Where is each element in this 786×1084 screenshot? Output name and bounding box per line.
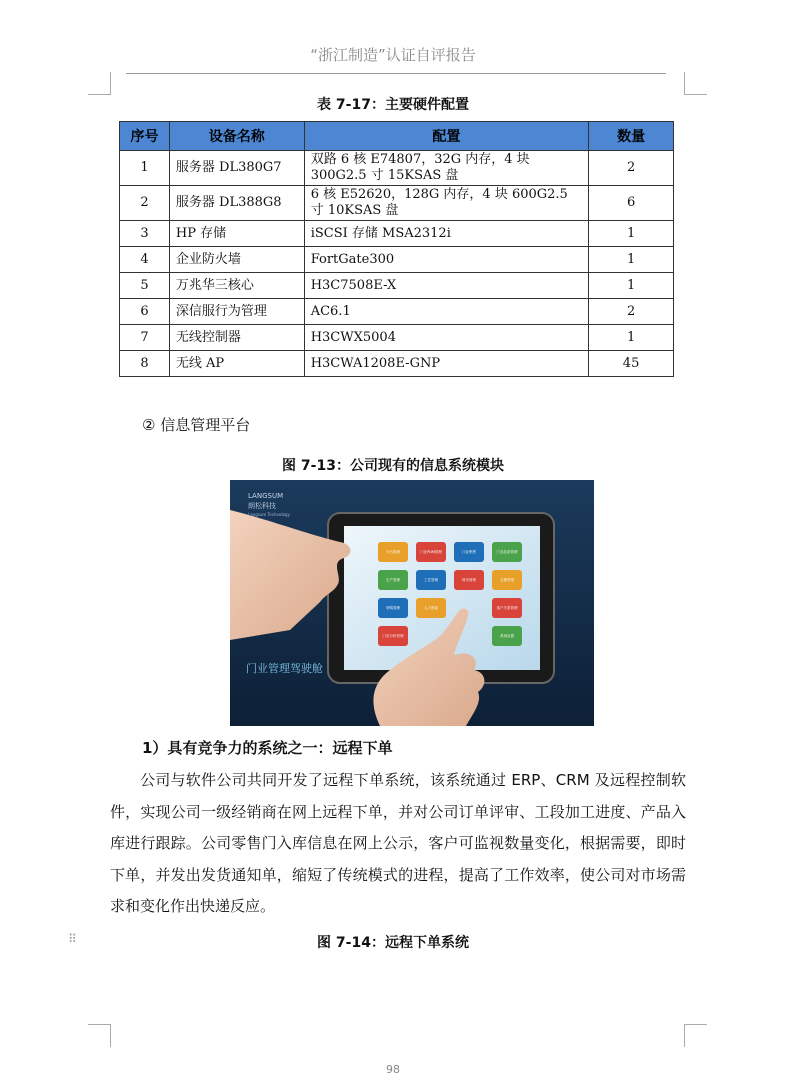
app-tile-label: 工艺管理 bbox=[424, 578, 438, 582]
paragraph-text: 公司与软件公司共同开发了远程下单系统，该系统通过 ERP、CRM 及远程控制软件，实现公司一级经销商在网上远程下单，并对公司订单评审、工段加工进度、产品入库进行跟踪。公司零售门入库信息在网上公示，客户可监视数量变化，根据需要，即时下单，并发出发货通知单，缩短了传统模式的进程，提高了工作效率，使公司对市场需求和变化作出快递反应。 bbox=[110, 771, 686, 915]
page-header-title: “浙江制造”认证自评报告 bbox=[310, 46, 476, 64]
brand-name-cn: 朗松科技 bbox=[248, 502, 276, 510]
app-tile-label: 门业销售 bbox=[462, 550, 476, 554]
table-row bbox=[120, 273, 674, 299]
hardware-table bbox=[119, 121, 674, 377]
device-name-cell: 万兆华三核心 bbox=[169, 273, 304, 299]
config-cell: 6 核 E52620，128G 内存，4 块 600G2.5 寸 10KSAS 盘 bbox=[304, 186, 588, 221]
config-cell: H3C7508E-X bbox=[304, 273, 588, 299]
page-number: 98 bbox=[386, 1063, 400, 1076]
table-row bbox=[120, 186, 674, 221]
device-name-cell: 服务器 DL380G7 bbox=[169, 151, 304, 186]
row-number-cell: 8 bbox=[120, 351, 170, 377]
app-tile-label: 采购管理 bbox=[386, 606, 400, 610]
device-name-cell: 深信服行为管理 bbox=[169, 299, 304, 325]
config-cell: H3CWA1208E-GNP bbox=[304, 351, 588, 377]
table-caption: 表 7-17：主要硬件配置 bbox=[317, 97, 469, 113]
crop-mark-bottom-right bbox=[684, 1024, 707, 1047]
figure-caption: 图 7-13：公司现有的信息系统模块 bbox=[282, 458, 504, 474]
section-title: ② 信息管理平台 bbox=[142, 416, 251, 434]
crop-mark-top-left bbox=[88, 72, 111, 95]
app-tile-label: 门业PDM管理 bbox=[420, 550, 442, 554]
table-header-row bbox=[120, 122, 674, 151]
device-name-cell: HP 存储 bbox=[169, 221, 304, 247]
app-tile-label: 财务管理 bbox=[462, 578, 476, 582]
quantity-cell: 2 bbox=[589, 299, 674, 325]
drag-handle-icon[interactable]: ⠿ bbox=[68, 932, 78, 946]
app-tile-label: 人力资源 bbox=[424, 606, 438, 610]
config-cell: FortGate300 bbox=[304, 247, 588, 273]
quantity-cell: 45 bbox=[589, 351, 674, 377]
tablet-illustration bbox=[230, 480, 594, 726]
quantity-cell: 1 bbox=[589, 247, 674, 273]
config-cell: H3CWX5004 bbox=[304, 325, 588, 351]
config-cell: 双路 6 核 E74807，32G 内存，4 块 300G2.5 寸 15KSAS 盘 bbox=[304, 151, 588, 186]
quantity-cell: 1 bbox=[589, 221, 674, 247]
table-row bbox=[120, 151, 674, 186]
app-tile-label: 平台管理 bbox=[386, 550, 400, 554]
config-cell: iSCSI 存储 MSA2312i bbox=[304, 221, 588, 247]
device-name-cell: 无线 AP bbox=[169, 351, 304, 377]
brand-subtitle: Langsum Technology bbox=[248, 512, 290, 517]
column-header: 设备名称 bbox=[169, 122, 304, 151]
tablet-photo bbox=[230, 480, 594, 726]
app-tile-label: 门店分析管理 bbox=[382, 634, 404, 638]
table-row bbox=[120, 247, 674, 273]
subsection-title: 1）具有竞争力的系统之一：远程下单 bbox=[142, 739, 393, 757]
column-header: 数量 bbox=[589, 122, 674, 151]
app-tile-label: 系统设置 bbox=[500, 634, 514, 638]
row-number-cell: 4 bbox=[120, 247, 170, 273]
row-number-cell: 2 bbox=[120, 186, 170, 221]
config-cell: AC6.1 bbox=[304, 299, 588, 325]
app-tile-label: 客户关系管理 bbox=[496, 606, 518, 610]
app-tile-label: 仓储管理 bbox=[500, 578, 514, 582]
table-row bbox=[120, 221, 674, 247]
row-number-cell: 1 bbox=[120, 151, 170, 186]
app-tile-label: 门业品质管理 bbox=[496, 550, 518, 554]
header-rule bbox=[126, 73, 666, 74]
device-name-cell: 企业防火墙 bbox=[169, 247, 304, 273]
app-tile-label: 生产管理 bbox=[386, 578, 400, 582]
device-name-cell: 无线控制器 bbox=[169, 325, 304, 351]
slogan: 门业管理驾驶舱 bbox=[246, 662, 323, 675]
body-paragraph bbox=[110, 765, 686, 923]
table-row bbox=[120, 351, 674, 377]
row-number-cell: 5 bbox=[120, 273, 170, 299]
quantity-cell: 2 bbox=[589, 151, 674, 186]
brand-name: LANGSUM bbox=[248, 492, 284, 500]
figure-caption-2: 图 7-14：远程下单系统 bbox=[317, 935, 469, 951]
quantity-cell: 1 bbox=[589, 273, 674, 299]
column-header: 配置 bbox=[304, 122, 588, 151]
crop-mark-top-right bbox=[684, 72, 707, 95]
device-name-cell: 服务器 DL388G8 bbox=[169, 186, 304, 221]
crop-mark-bottom-left bbox=[88, 1024, 111, 1047]
table-row bbox=[120, 299, 674, 325]
table-row bbox=[120, 325, 674, 351]
quantity-cell: 1 bbox=[589, 325, 674, 351]
quantity-cell: 6 bbox=[589, 186, 674, 221]
row-number-cell: 3 bbox=[120, 221, 170, 247]
column-header: 序号 bbox=[120, 122, 170, 151]
row-number-cell: 7 bbox=[120, 325, 170, 351]
row-number-cell: 6 bbox=[120, 299, 170, 325]
